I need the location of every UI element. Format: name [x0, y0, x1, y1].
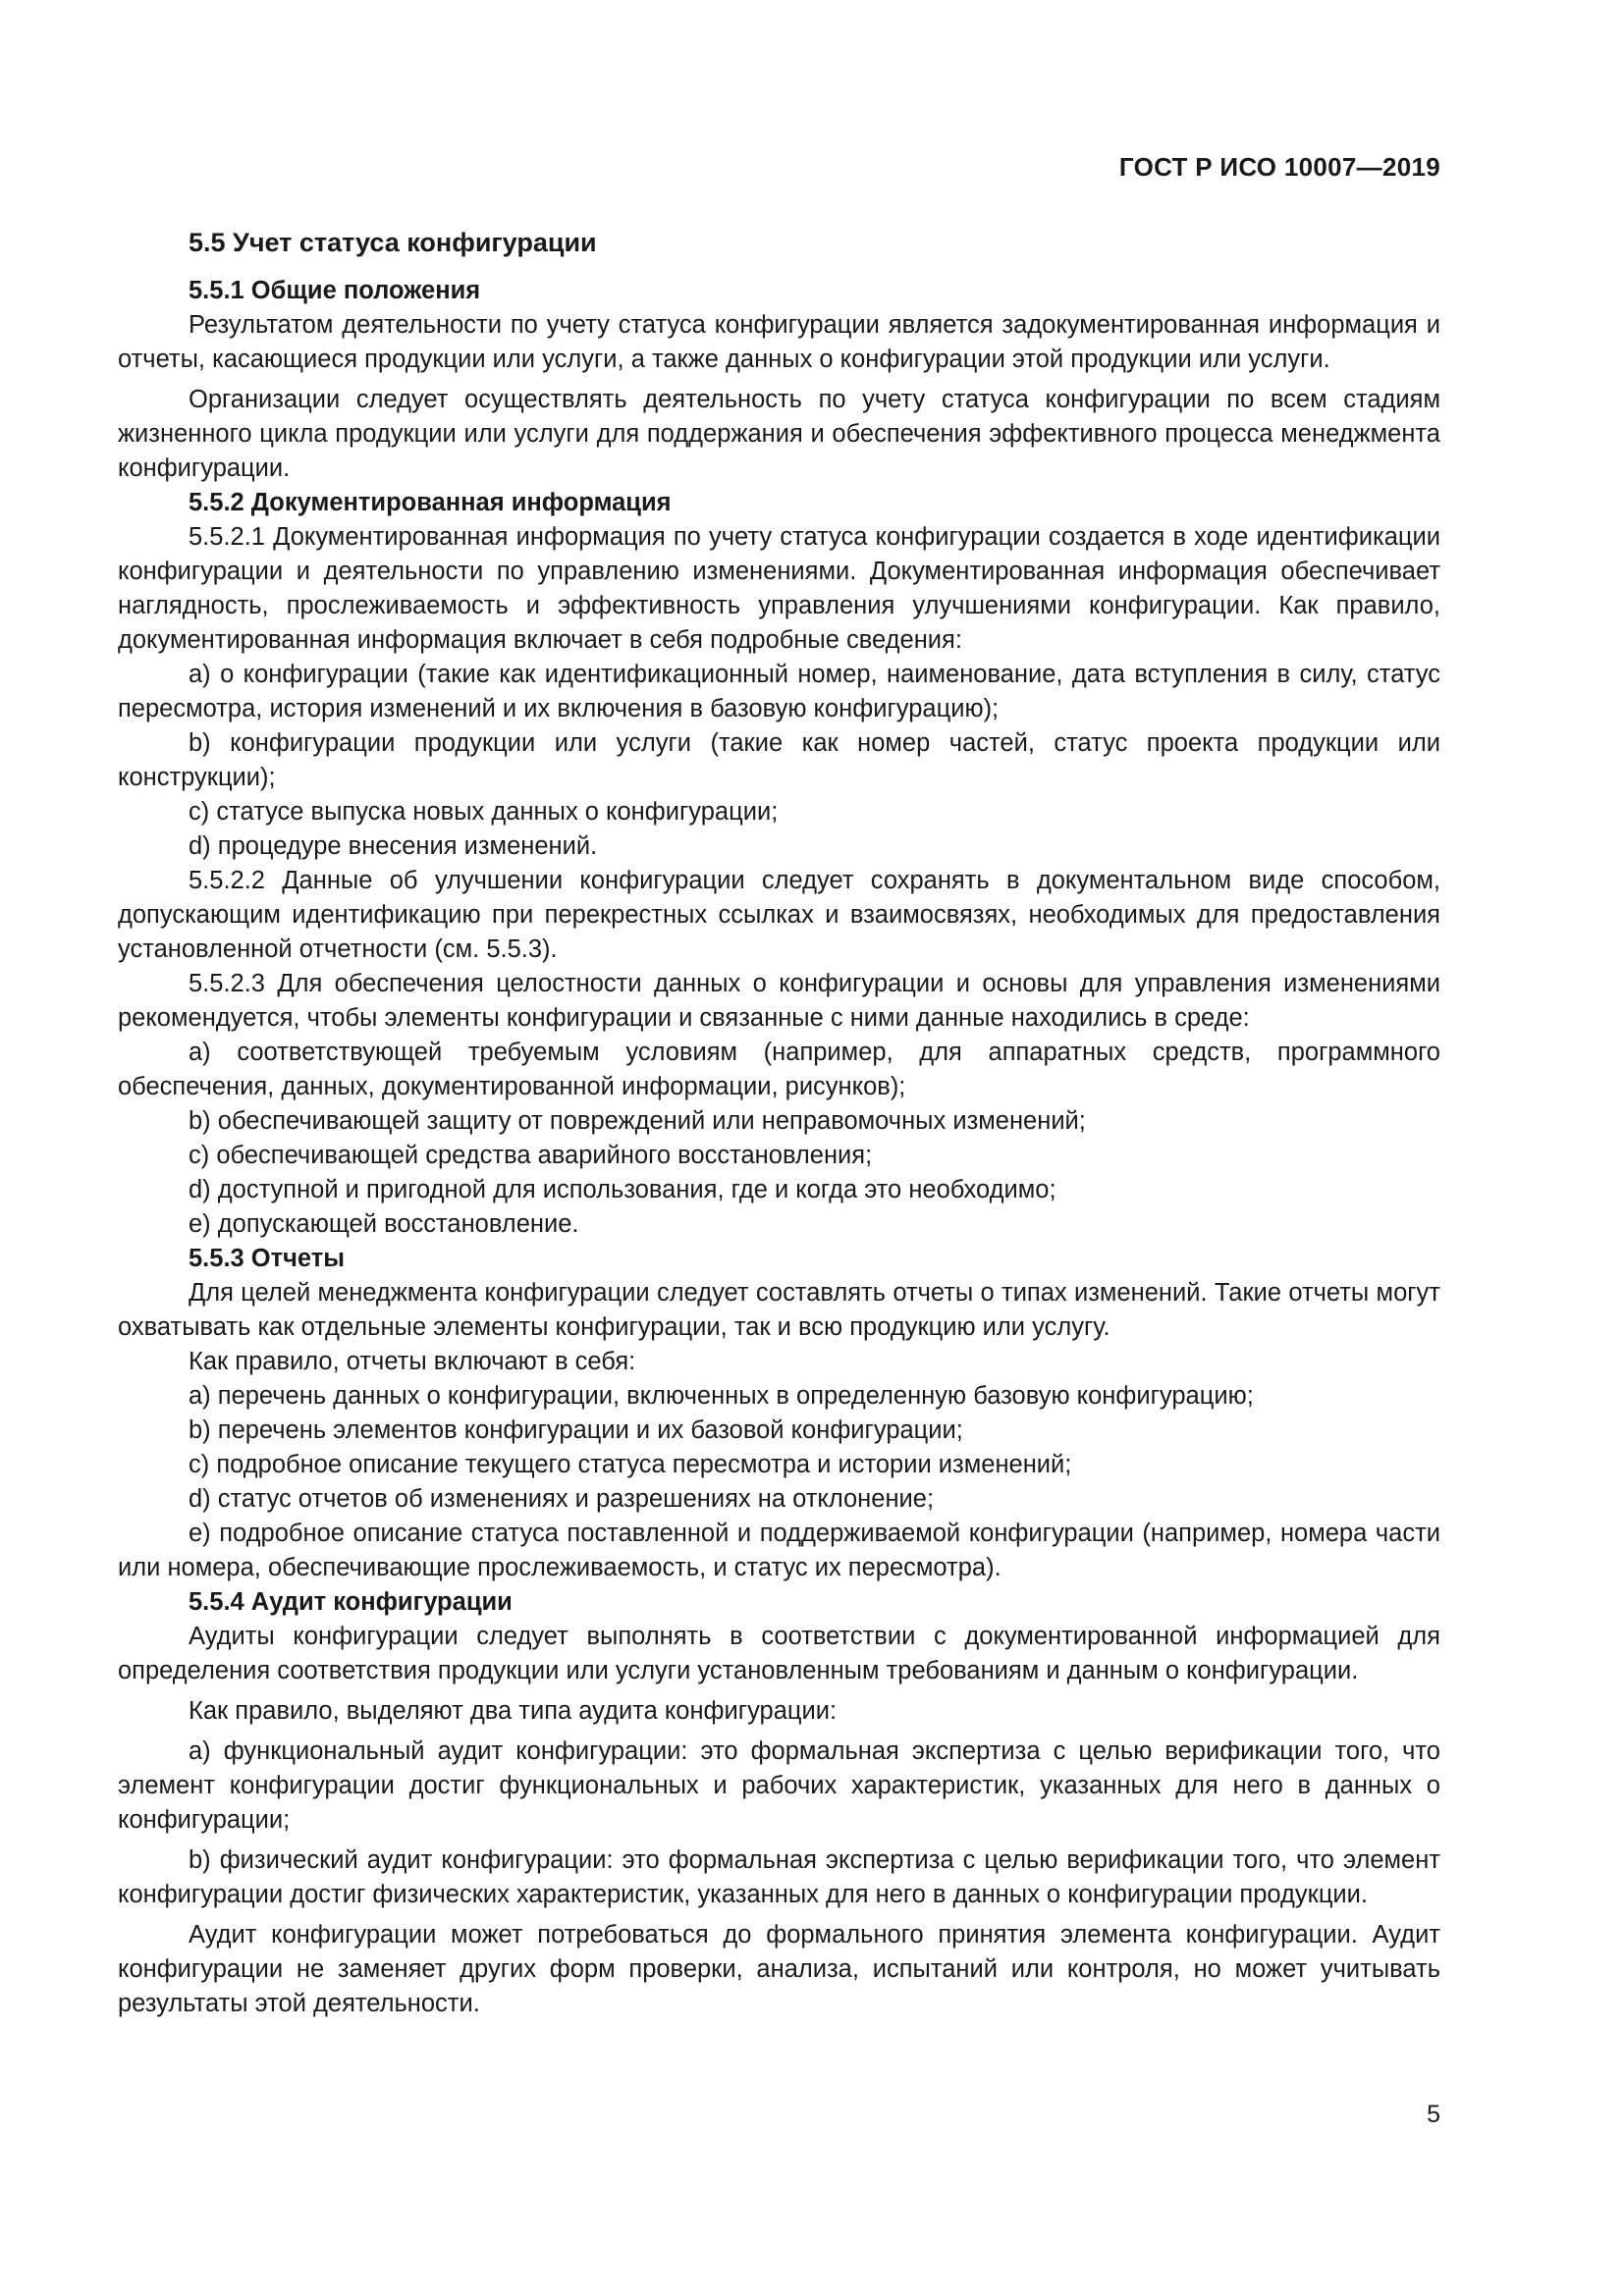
list-item: e) допускающей восстановление.	[189, 1210, 579, 1238]
paragraph: Результатом деятельности по учету статуса конфигурации является задокументированная информация и отчеты, касающиеся продукции или услуги, а также данных о конфигурации этой продукции или услуги.	[118, 311, 1440, 373]
list-item: a) соответствующей требуемым условиям (например, для аппаратных средств, программного обеспечения, данных, документированной информации, рисунков);	[118, 1039, 1440, 1100]
list-item: e) подробное описание статуса поставленной и поддерживаемой конфигурации (например, номера части или номера, обеспечивающие прослеживаемость, и статус их пересмотра).	[118, 1520, 1440, 1581]
list-item: a) о конфигурации (такие как идентификационный номер, наименование, дата вступления в силу, статус пересмотра, история изменений и их включения в базовую конфигурацию);	[118, 661, 1440, 722]
list-item: d) доступной и пригодной для использования, где и когда это необходимо;	[189, 1176, 1056, 1203]
paragraph: Как правило, отчеты включают в себя:	[189, 1348, 636, 1375]
list-item: b) перечень элементов конфигурации и их базовой конфигурации;	[189, 1416, 963, 1444]
list-item: a) перечень данных о конфигурации, включенных в определенную базовую конфигурацию;	[189, 1382, 1254, 1410]
list-item: d) статус отчетов об изменениях и разрешениях на отклонение;	[189, 1485, 935, 1513]
section-title: 5.5 Учет статуса конфигурации	[189, 228, 597, 257]
paragraph: Для целей менеджмента конфигурации следует составлять отчеты о типах изменений. Такие отчеты могут охватывать как отдельные элементы конфигурации, так и всю продукцию или услугу.	[118, 1279, 1440, 1341]
list-item: a) функциональный аудит конфигурации: это формальная экспертиза с целью верификации того, что элемент конфигурации достиг функциональных и рабочих характеристик, указанных для него в данных о конфигурации;	[118, 1737, 1440, 1834]
paragraph: Организации следует осуществлять деятельность по учету статуса конфигурации по всем стадиям жизненного цикла продукции или услуги для поддержания и обеспечения эффективного процесса менеджмента конфигурации.	[118, 386, 1440, 482]
list-item: b) обеспечивающей защиту от повреждений или неправомочных изменений;	[189, 1107, 1086, 1135]
list-item: d) процедуре внесения изменений.	[189, 832, 598, 860]
paragraph: Аудиты конфигурации следует выполнять в соответствии с документированной информацией для определения соответствия продукции или услуги установленным требованиям и данным о конфигурации.	[118, 1623, 1440, 1684]
subsection-title-audit: 5.5.4 Аудит конфигурации	[189, 1588, 513, 1616]
subsection-title-general: 5.5.1 Общие положения	[189, 277, 481, 304]
list-item: b) конфигурации продукции или услуги (такие как номер частей, статус проекта продукции или конструкции);	[118, 729, 1440, 791]
paragraph: 5.5.2.1 Документированная информация по учету статуса конфигурации создается в ходе идентификации конфигурации и деятельности по управлению изменениями. Документированная информация обеспечивает наглядность, прослеживаемость и эффективность управления улучшениями конфигурации. Как правило, документированная информация включает в себя подробные сведения:	[118, 523, 1440, 654]
document-id-header: ГОСТ Р ИСО 10007—2019	[1118, 152, 1440, 182]
paragraph: Как правило, выделяют два типа аудита конфигурации:	[189, 1697, 838, 1725]
list-item: c) подробное описание текущего статуса пересмотра и истории изменений;	[189, 1451, 1072, 1478]
list-item: c) статусе выпуска новых данных о конфигурации;	[189, 798, 779, 826]
page-body	[118, 226, 1440, 2021]
paragraph: 5.5.2.3 Для обеспечения целостности данных о конфигурации и основы для управления изменениями рекомендуется, чтобы элементы конфигурации и связанные с ними данные находились в среде:	[118, 970, 1440, 1032]
subsection-title-reports: 5.5.3 Отчеты	[189, 1245, 346, 1272]
page-number: 5	[1427, 2101, 1440, 2128]
list-item: c) обеспечивающей средства аварийного восстановления;	[189, 1142, 873, 1169]
paragraph: 5.5.2.2 Данные об улучшении конфигурации следует сохранять в документальном виде способом, допускающим идентификацию при перекрестных ссылках и взаимосвязях, необходимых для предоставления установленной отчетности (см. 5.5.3).	[118, 867, 1440, 963]
list-item: b) физический аудит конфигурации: это формальная экспертиза с целью верификации того, что элемент конфигурации достиг физических характеристик, указанных для него в данных о конфигурации продукции.	[118, 1846, 1440, 1908]
subsection-title-documented-info: 5.5.2 Документированная информация	[189, 489, 672, 516]
paragraph: Аудит конфигурации может потребоваться до формального принятия элемента конфигурации. Аудит конфигурации не заменяет других форм проверки, анализа, испытаний или контроля, но может учитывать результаты этой деятельности.	[118, 1921, 1440, 2017]
